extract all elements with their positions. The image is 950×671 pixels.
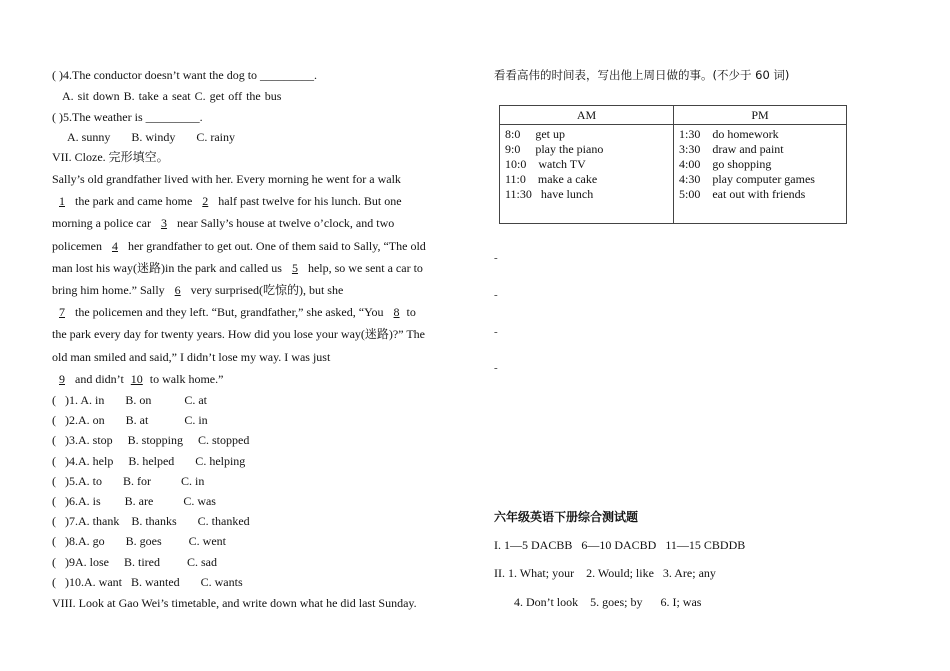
cloze-text: old man smiled and said,” I didn’t lose my way. I was just (52, 349, 331, 364)
question-5: ( )5.The weather is _________. (52, 110, 203, 124)
pm-header: PM (674, 106, 847, 125)
pm-schedule (674, 125, 847, 224)
cloze-text: bring him home.” Sally (52, 283, 168, 297)
cloze-option-row: ( )1. A. in B. on C. at (52, 393, 207, 407)
cloze-option-row: ( )2.A. on B. at C. in (52, 413, 208, 428)
cloze-line (52, 305, 416, 319)
cloze-option-row: ( )3.A. stop B. stopping C. stopped (52, 433, 250, 448)
cloze-blank: 8 (393, 305, 400, 320)
cloze-option-row: ( )7.A. thank B. thanks C. thanked (52, 514, 250, 529)
answer-line-2: II. 1. What; your 2. Would; like 3. Are; any (494, 566, 716, 580)
cloze-blank: 4 (111, 238, 118, 253)
am-schedule-row: 11:30 have lunch (505, 187, 594, 201)
cloze-line (52, 172, 401, 186)
cloze-line (52, 327, 425, 341)
cloze-line (52, 239, 426, 253)
writing-line-2: - (494, 289, 498, 301)
writing-instruction: 看看高伟的时间表，写出他上周日做的事。(不少于 60 词) (494, 68, 790, 82)
writing-line-3: - (494, 326, 498, 338)
cloze-text: the policemen and they left. “But, grandfather,” she asked, “You (72, 305, 387, 320)
am-schedule-row: 9:0 play the piano (505, 142, 604, 156)
question-5-options: A. sunny B. windy C. rainy (67, 130, 235, 144)
cloze-blank: 5 (291, 260, 298, 275)
am-header: AM (500, 106, 674, 125)
cloze-blank: 7 (59, 305, 65, 320)
cloze-line (52, 372, 223, 386)
cloze-text: to walk home.” (146, 371, 224, 386)
cloze-option-row: ( )4.A. help B. helped C. helping (52, 453, 246, 468)
cloze-option-row: ( )10.A. want B. wanted C. wants (52, 574, 243, 589)
am-schedule-row: 10:0 watch TV (505, 157, 586, 171)
cloze-option-row: ( )5.A. to B. for C. in (52, 473, 205, 488)
cloze-blank: 2 (202, 194, 209, 209)
cloze-text: half past twelve for his lunch. But one (215, 194, 402, 209)
cloze-text: man lost his way(迷路)in the park and called us (52, 260, 285, 275)
cloze-text: morning a police car (52, 216, 154, 231)
timetable (499, 105, 847, 224)
cloze-line (52, 194, 402, 208)
cloze-text: the park every day for twenty years. How did you lose your way(迷路)?” The (52, 327, 425, 342)
cloze-blank: 6 (174, 283, 181, 297)
am-schedule-row: 11:0 make a cake (505, 172, 598, 186)
cloze-text: help, so we sent a car to (304, 260, 423, 275)
cloze-line (52, 261, 423, 275)
section-7-heading: VII. Cloze. 完形填空。 (52, 150, 169, 164)
cloze-text: very surprised(吃惊的), but she (187, 283, 344, 297)
pm-schedule-row: 5:00 eat out with friends (679, 187, 806, 201)
cloze-text: near Sally’s house at twelve o’clock, and two (173, 216, 395, 231)
cloze-line (52, 216, 394, 230)
cloze-text: to (406, 305, 416, 320)
am-schedule (500, 125, 674, 224)
pm-schedule-row: 1:30 do homework (679, 127, 779, 141)
pm-schedule-row: 3:30 draw and paint (679, 142, 784, 156)
cloze-text: the park and came home (72, 194, 196, 209)
answer-line-3: 4. Don’t look 5. goes; by 6. I; was (514, 595, 702, 609)
pm-schedule-row: 4:30 play computer games (679, 172, 815, 186)
cloze-option-row: ( )6.A. is B. are C. was (52, 494, 216, 508)
section-8-heading: VIII. Look at Gao Wei’s timetable, and write down what he did last Sunday. (52, 596, 417, 610)
cloze-text: and didn’t (72, 371, 127, 386)
cloze-text: policemen (52, 238, 105, 253)
am-schedule-row: 8:0 get up (505, 127, 565, 141)
cloze-text: Sally’s old grandfather lived with her. Every morning he went for a walk (52, 172, 401, 186)
writing-line-4: - (494, 362, 498, 374)
writing-line-1: - (494, 252, 498, 264)
cloze-text: her grandfather to get out. One of them said to Sally, “The old (124, 238, 426, 253)
cloze-line (52, 350, 330, 364)
pm-schedule-row: 4:00 go shopping (679, 157, 772, 171)
cloze-blank: 3 (160, 216, 167, 231)
question-4: ( )4.The conductor doesn’t want the dog to _________. (52, 68, 318, 82)
cloze-blank: 10 (130, 371, 143, 386)
cloze-option-row: ( )9A. lose B. tired C. sad (52, 554, 217, 569)
answer-key-title: 六年级英语下册综合测试题 (494, 510, 639, 524)
question-4-options: A. sit down B. take a seat C. get off the bus (62, 89, 282, 103)
cloze-blank: 9 (59, 371, 65, 386)
answer-line-1: I. 1—5 DACBB 6—10 DACBD 11—15 CBDDB (494, 538, 746, 552)
cloze-option-row: ( )8.A. go B. goes C. went (52, 534, 226, 549)
cloze-line (52, 283, 343, 297)
cloze-blank: 1 (59, 194, 65, 209)
